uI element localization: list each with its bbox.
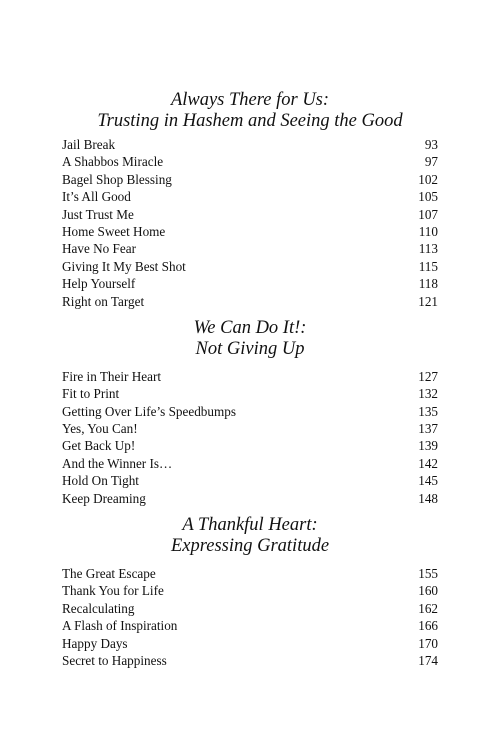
entry-title: Happy Days	[62, 635, 128, 651]
entry-title: Jail Break	[62, 137, 116, 152]
entry-list	[62, 136, 438, 310]
entry-list	[62, 565, 438, 669]
entry-title: Fire in Their Heart	[62, 368, 161, 384]
entry-page-number: 135	[418, 403, 438, 419]
entry-title: Secret to Happiness	[62, 652, 167, 668]
section-title	[62, 90, 438, 132]
section-title	[62, 318, 438, 360]
toc-entry[interactable]	[62, 437, 438, 454]
entry-page-number: 102	[418, 171, 438, 187]
entry-title: Fit to Print	[62, 386, 120, 402]
toc-entry[interactable]	[62, 275, 438, 292]
section-title-line: Always There for Us:	[170, 90, 330, 110]
toc-entry[interactable]	[62, 223, 438, 240]
entry-list	[62, 368, 438, 507]
section-title	[62, 515, 438, 557]
entry-page-number: 166	[418, 618, 438, 634]
entry-page-number: 145	[418, 473, 438, 489]
toc-entry[interactable]	[62, 472, 438, 489]
entry-page-number: 132	[418, 386, 438, 402]
entry-page-number: 137	[418, 421, 438, 437]
entry-page-number: 162	[418, 600, 438, 616]
entry-page-number: 155	[418, 566, 438, 582]
entry-title: And the Winner Is…	[62, 455, 173, 471]
entry-title: Thank You for Life	[62, 583, 164, 599]
toc-entry[interactable]	[62, 188, 438, 205]
entry-page-number: 160	[418, 583, 438, 599]
entry-page-number: 93	[424, 137, 438, 152]
entry-page-number: 118	[418, 276, 438, 292]
section-subtitle-line: Expressing Gratitude	[170, 536, 330, 557]
entry-page-number: 148	[418, 490, 438, 506]
entry-page-number: 115	[418, 258, 438, 274]
toc-entry[interactable]	[62, 600, 438, 617]
toc-section	[62, 318, 438, 507]
toc-entry[interactable]	[62, 617, 438, 634]
entry-title: Hold On Tight	[62, 473, 139, 489]
entry-page-number: 97	[424, 154, 438, 170]
entry-title: Keep Dreaming	[62, 490, 146, 506]
toc-entry[interactable]	[62, 385, 438, 402]
toc-entry[interactable]	[62, 490, 438, 507]
entry-title: Home Sweet Home	[62, 223, 166, 239]
toc-entry[interactable]	[62, 258, 438, 275]
entry-page-number: 107	[418, 206, 438, 222]
toc-entry[interactable]	[62, 565, 438, 582]
toc-entry[interactable]	[62, 136, 438, 153]
entry-title: Just Trust Me	[62, 206, 134, 222]
toc-entry[interactable]	[62, 368, 438, 385]
section-subtitle-line: Not Giving Up	[195, 338, 305, 359]
entry-page-number: 121	[418, 293, 438, 309]
entry-title: Bagel Shop Blessing	[62, 171, 172, 187]
entry-page-number: 170	[418, 635, 438, 651]
table-of-contents	[62, 90, 438, 677]
entry-title: Have No Fear	[62, 241, 136, 257]
entry-title: Recalculating	[62, 600, 135, 616]
toc-entry[interactable]	[62, 153, 438, 170]
entry-title: A Flash of Inspiration	[62, 618, 178, 634]
entry-title: It’s All Good	[62, 189, 131, 205]
toc-entry[interactable]	[62, 171, 438, 188]
entry-title: Yes, You Can!	[62, 421, 138, 437]
entry-page-number: 105	[418, 189, 438, 205]
entry-title: Giving It My Best Shot	[62, 258, 186, 274]
toc-entry[interactable]	[62, 206, 438, 223]
toc-entry[interactable]	[62, 652, 438, 669]
entry-page-number: 174	[418, 652, 438, 668]
toc-entry[interactable]	[62, 635, 438, 652]
section-title-line: We Can Do It!:	[193, 317, 307, 338]
entry-page-number: 110	[418, 223, 438, 239]
entry-title: A Shabbos Miracle	[62, 154, 164, 170]
entry-title: The Great Escape	[62, 566, 156, 582]
entry-title: Getting Over Life’s Speedbumps	[62, 403, 236, 419]
toc-section	[62, 90, 438, 310]
toc-entry[interactable]	[62, 455, 438, 472]
section-title-line: A Thankful Heart:	[182, 515, 318, 536]
entry-title: Right on Target	[62, 293, 145, 309]
entry-page-number: 127	[418, 368, 438, 384]
entry-page-number: 142	[418, 455, 438, 471]
entry-title: Get Back Up!	[62, 438, 136, 454]
toc-entry[interactable]	[62, 582, 438, 599]
entry-page-number: 139	[418, 438, 438, 454]
toc-entry[interactable]	[62, 403, 438, 420]
toc-entry[interactable]	[62, 420, 438, 437]
toc-entry[interactable]	[62, 240, 438, 257]
entry-page-number: 113	[418, 241, 438, 257]
toc-section	[62, 515, 438, 669]
entry-title: Help Yourself	[62, 276, 136, 292]
toc-entry[interactable]	[62, 293, 438, 310]
section-subtitle-line: Trusting in Hashem and Seeing the Good	[97, 111, 403, 131]
